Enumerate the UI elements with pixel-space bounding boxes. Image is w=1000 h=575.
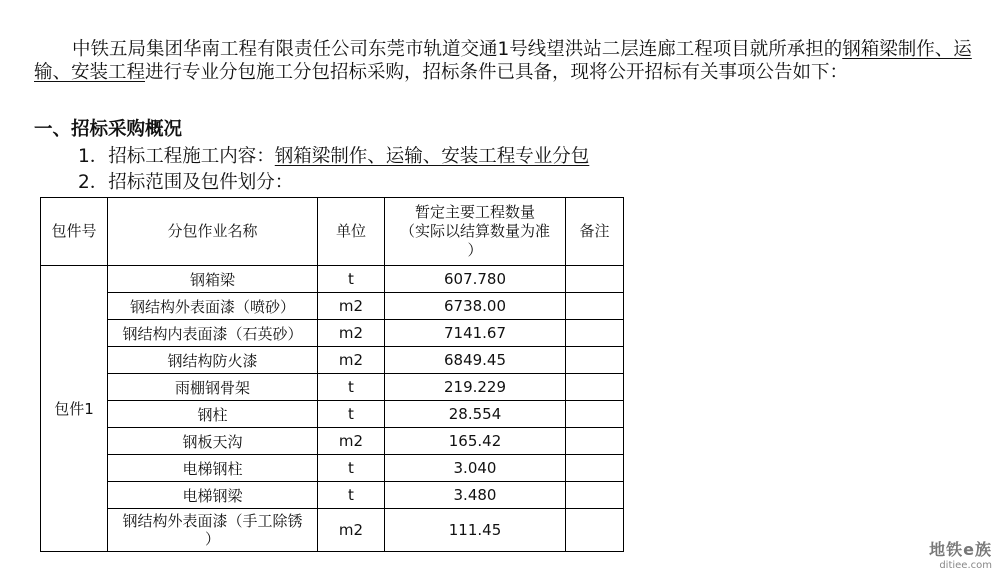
cell-note — [566, 401, 624, 428]
cell-unit: t — [318, 482, 385, 509]
cell-qty: 219.229 — [385, 374, 566, 401]
cell-name: 钢结构防火漆 — [108, 347, 318, 374]
cell-qty: 7141.67 — [385, 320, 566, 347]
table-row — [41, 509, 624, 552]
cell-unit: m2 — [318, 509, 385, 552]
intro-underlined-text: 钢箱梁制作、运输、安装工程 — [34, 39, 972, 83]
cell-note — [566, 320, 624, 347]
header-qty — [385, 198, 566, 266]
intro-paragraph — [34, 38, 979, 84]
cell-note — [566, 455, 624, 482]
table-row — [41, 266, 624, 293]
item-1-value: 钢箱梁制作、运输、安装工程专业分包 — [274, 146, 590, 167]
item-2: 2．招标范围及包件划分： — [78, 172, 294, 193]
table-row — [41, 428, 624, 455]
cell-name: 雨棚钢骨架 — [108, 374, 318, 401]
cell-name: 钢板天沟 — [108, 428, 318, 455]
cell-name: 钢柱 — [108, 401, 318, 428]
cell-unit: t — [318, 401, 385, 428]
package-cell: 包件1 — [41, 266, 108, 552]
cell-unit: m2 — [318, 347, 385, 374]
cell-name-line1: 钢结构外表面漆（手工除锈 — [122, 512, 303, 530]
table-row — [41, 401, 624, 428]
cell-qty: 28.554 — [385, 401, 566, 428]
cell-qty: 165.42 — [385, 428, 566, 455]
table-header-row — [41, 198, 624, 266]
cell-qty: 6738.00 — [385, 293, 566, 320]
cell-note — [566, 347, 624, 374]
cell-qty: 6849.45 — [385, 347, 566, 374]
cell-qty: 607.780 — [385, 266, 566, 293]
cell-qty: 3.480 — [385, 482, 566, 509]
table-row — [41, 374, 624, 401]
table-row — [41, 455, 624, 482]
cell-name: 钢箱梁 — [108, 266, 318, 293]
header-package: 包件号 — [41, 198, 108, 266]
cell-unit: t — [318, 455, 385, 482]
cell-name-line2: ） — [204, 530, 220, 548]
bid-package-table — [40, 197, 624, 552]
cell-note — [566, 428, 624, 455]
cell-note — [566, 293, 624, 320]
cell-unit: m2 — [318, 428, 385, 455]
cell-unit: t — [318, 374, 385, 401]
cell-qty: 3.040 — [385, 455, 566, 482]
header-name: 分包作业名称 — [108, 198, 318, 266]
table-row — [41, 347, 624, 374]
cell-unit: m2 — [318, 320, 385, 347]
header-qty-line2: （实际以结算数量为准 — [399, 222, 550, 240]
header-unit: 单位 — [318, 198, 385, 266]
cell-unit: m2 — [318, 293, 385, 320]
watermark-url: ditiee.com — [939, 560, 992, 571]
header-note: 备注 — [566, 198, 624, 266]
watermark-logo-text: 地铁e族 — [929, 540, 992, 559]
table-row — [41, 320, 624, 347]
item-1-label: 1．招标工程施工内容： — [78, 146, 275, 167]
watermark — [929, 537, 992, 571]
cell-unit: t — [318, 266, 385, 293]
cell-qty: 111.45 — [385, 509, 566, 552]
cell-name: 电梯钢梁 — [108, 482, 318, 509]
header-qty-line1: 暂定主要工程数量 — [414, 203, 535, 221]
header-qty-line3: ） — [467, 241, 483, 259]
cell-note — [566, 509, 624, 552]
cell-name — [108, 509, 318, 552]
intro-text-1: 中铁五局集团华南工程有限责任公司东莞市轨道交通1号线望洪站二层连廊工程项目就所承担的 — [72, 39, 843, 60]
cell-name: 钢结构内表面漆（石英砂） — [108, 320, 318, 347]
item-1 — [78, 142, 589, 168]
cell-note — [566, 374, 624, 401]
table-row — [41, 293, 624, 320]
cell-note — [566, 266, 624, 293]
cell-note — [566, 482, 624, 509]
cell-name: 钢结构外表面漆（喷砂） — [108, 293, 318, 320]
intro-text-2: 进行专业分包施工分包招标采购，招标条件已具备，现将公开招标有关事项公告如下： — [145, 62, 849, 83]
table-row — [41, 482, 624, 509]
cell-name: 电梯钢柱 — [108, 455, 318, 482]
section-heading: 一、招标采购概况 — [34, 119, 183, 140]
